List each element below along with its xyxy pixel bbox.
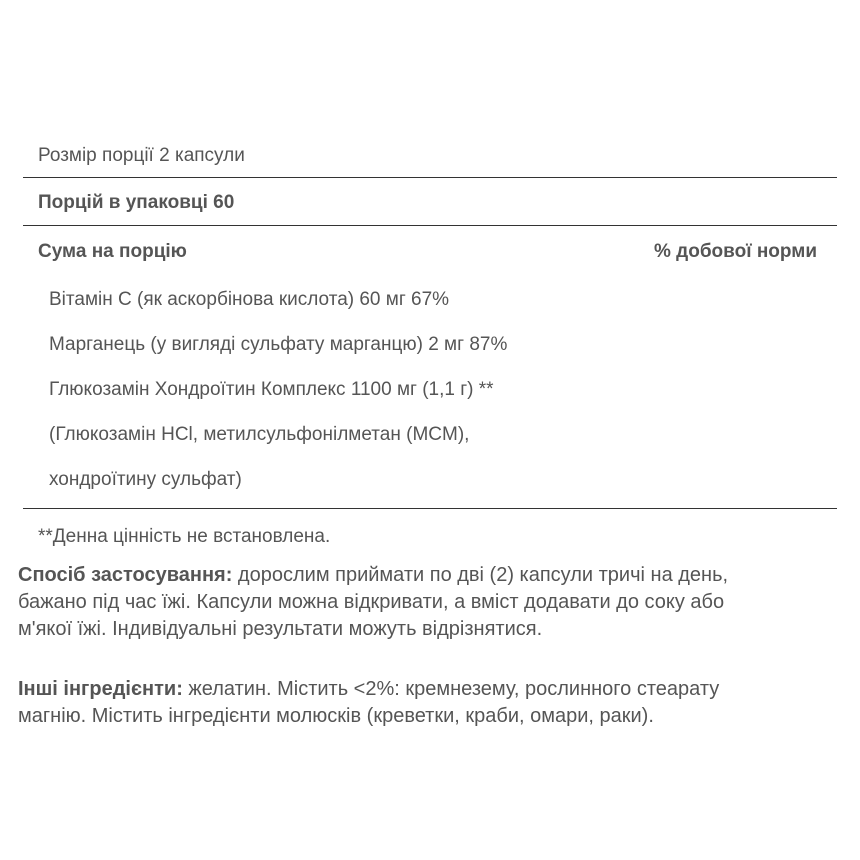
- other-ingredients-label: Інші інгредієнти:: [18, 678, 183, 700]
- serving-size: Розмір порції 2 капсули: [23, 128, 837, 178]
- nutrient-list: [23, 277, 837, 509]
- nutrient-row-glucosamine-complex: Глюкозамін Хондроїтин Комплекс 1100 мг (1,1 г) **: [49, 379, 494, 400]
- nutrient-row-complex-detail-1: (Глюкозамін HCl, метилсульфонілметан (MCM),: [49, 424, 470, 445]
- nutrient-row-vitamin-c: Вітамін С (як аскорбінова кислота) 60 мг 67%: [49, 289, 450, 310]
- usage-text-line-2: бажано під час їжі. Капсули можна відкривати, а вміст додавати до соку або: [18, 591, 725, 613]
- facts-header-row: [23, 226, 837, 277]
- daily-value-footnote: **Денна цінність не встановлена.: [38, 526, 331, 547]
- usage-text-line-1: дорослим приймати по дві (2) капсули тричі на день,: [232, 564, 729, 586]
- amount-per-serving-header: Сума на порцію: [38, 241, 187, 262]
- other-ingredients-text-line-1: желатин. Містить <2%: кремнезему, рослинного стеарату: [182, 678, 720, 700]
- servings-per-container: Порцій в упаковці 60: [23, 178, 837, 226]
- daily-value-header: % добової норми: [653, 241, 817, 262]
- other-ingredients-paragraph: [18, 676, 838, 730]
- usage-label: Спосіб застосування:: [18, 564, 233, 586]
- supplement-facts-panel: [23, 128, 837, 548]
- nutrient-row-manganese: Марганець (у вигляді сульфату марганцю) 2 мг 87%: [49, 334, 508, 355]
- other-ingredients-text-line-2: магнію. Містить інгредієнти молюсків (креветки, краби, омари, раки).: [18, 705, 654, 727]
- usage-paragraph: [18, 562, 838, 643]
- nutrient-row-complex-detail-2: хондроїтину сульфат): [49, 469, 242, 490]
- usage-text-line-3: м'якої їжі. Індивідуальні результати можуть відрізнятися.: [18, 618, 543, 640]
